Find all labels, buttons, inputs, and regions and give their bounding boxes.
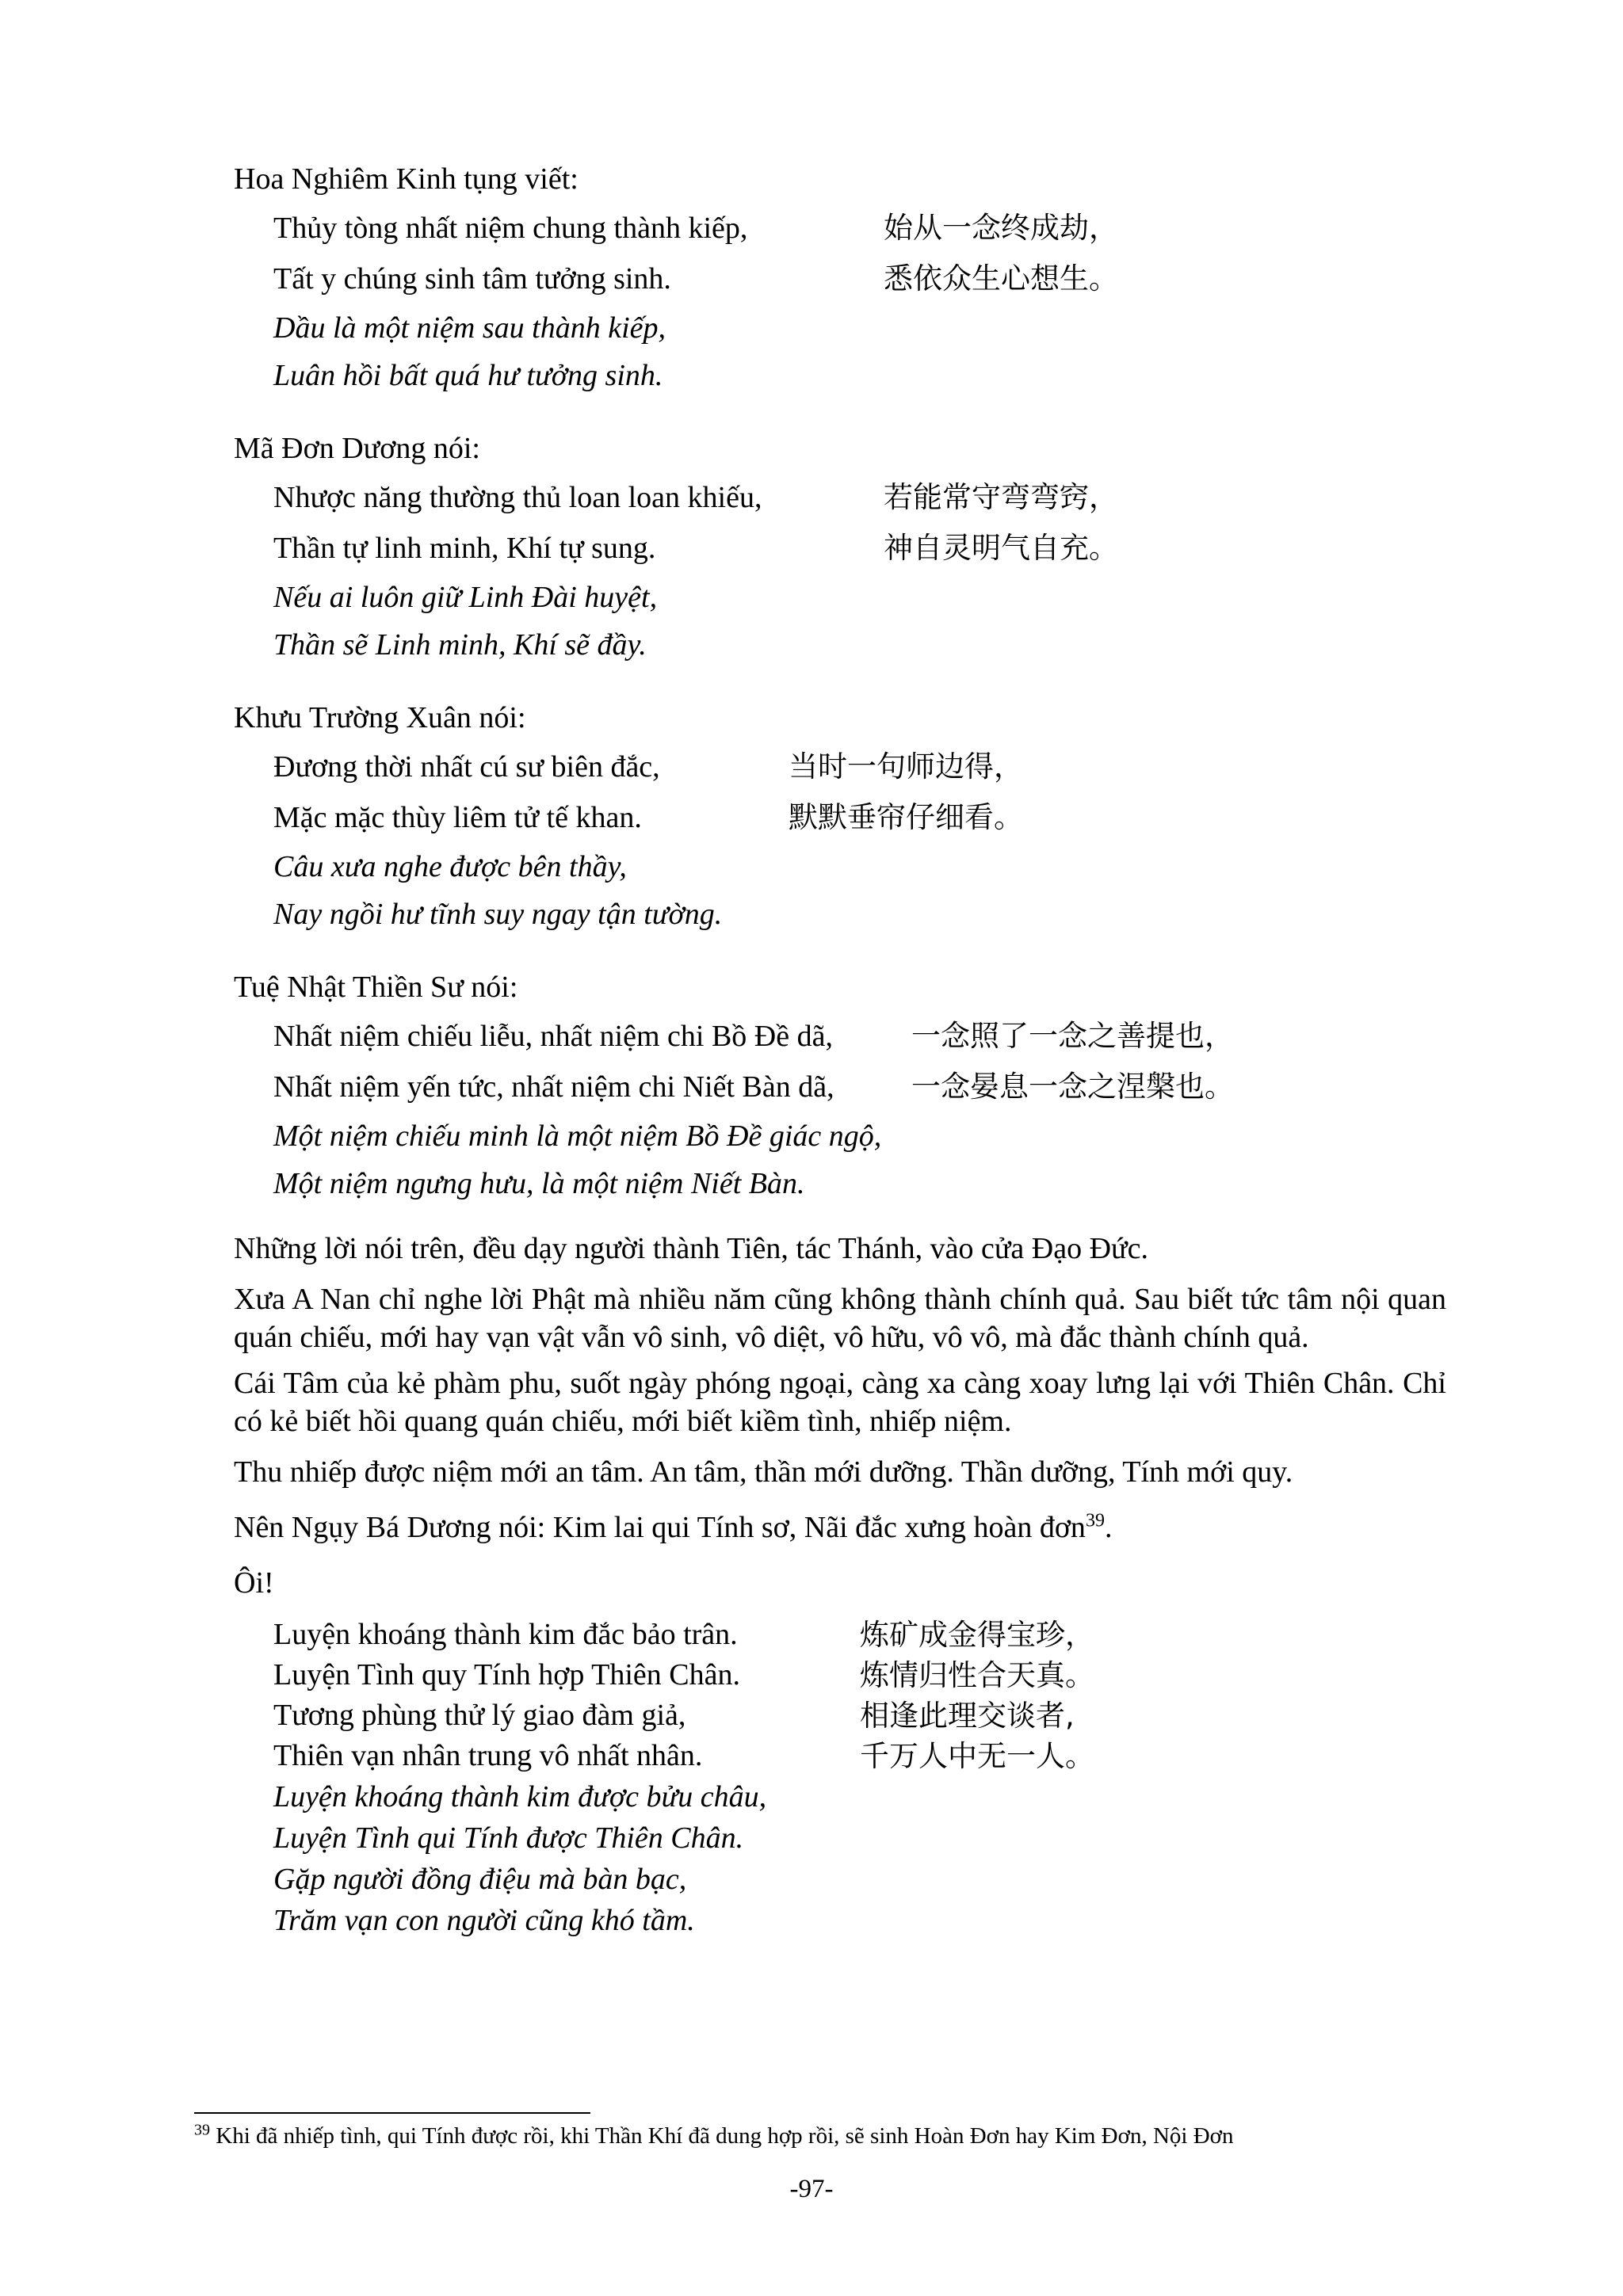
paragraph: Những lời nói trên, đều dạy người thành Tiên, tác Thánh, vào cửa Đạo Đức. — [234, 1232, 1148, 1265]
verse-vietnamese: Tất y chúng sinh tâm tưởng sinh. — [273, 262, 671, 296]
verse-vietnamese: Nhược năng thường thủ loan loan khiếu, — [273, 481, 762, 514]
verse-vietnamese: Đương thời nhất cú sư biên đắc, — [273, 750, 660, 784]
verse-chinese: 一念晏息一念之涅槃也。 — [911, 1070, 1234, 1104]
quote-attribution: Mã Đơn Dương nói: — [234, 432, 480, 465]
verse-line — [234, 523, 1446, 574]
verse-line — [234, 472, 1446, 523]
verse-line — [234, 1695, 1446, 1736]
verse-line — [234, 792, 1446, 843]
footnote-number: 39 — [194, 2121, 210, 2139]
verse-chinese: 始从一念终成劫， — [884, 211, 1118, 245]
poem-block — [234, 1615, 1446, 1941]
verse-chinese: 当时一句师边得， — [789, 749, 1023, 784]
verse-vietnamese: Thủy tòng nhất niệm chung thành kiếp, — [273, 212, 748, 245]
paragraph-text: Nên Ngụy Bá Dương nói: Kim lai qui Tính sơ, Nãi đắc xưng hoàn đơn — [234, 1511, 1086, 1544]
verse-line — [234, 1011, 1446, 1062]
verse-chinese: 一念照了一念之善提也， — [911, 1019, 1234, 1053]
verse-vietnamese: Nhất niệm yến tức, nhất niệm chi Niết Bàn dã, — [273, 1070, 834, 1104]
verse-chinese: 炼矿成金得宝珍， — [860, 1618, 1094, 1652]
verse-vietnamese: Thiên vạn nhân trung vô nhất nhân. — [273, 1739, 703, 1772]
verse-chinese: 炼情归性合天真。 — [860, 1658, 1094, 1692]
verse-translation: Luyện khoáng thành kim được bửu châu, — [273, 1780, 767, 1814]
verse-translation: Gặp người đồng điệu mà bàn bạc, — [273, 1863, 687, 1896]
verse-translation: Luyện Tình qui Tính được Thiên Chân. — [273, 1821, 744, 1855]
verse-chinese: 若能常守弯弯窍， — [884, 480, 1118, 514]
paragraph — [234, 1504, 1446, 1551]
verse-translation: Một niệm chiếu minh là một niệm Bồ Đề giác ngộ, — [273, 1119, 882, 1153]
paragraph: Ôi! — [234, 1566, 274, 1600]
quote-block-khuu-truong-xuan — [234, 694, 1446, 938]
paragraph: Cái Tâm của kẻ phàm phu, suốt ngày phóng ngoại, càng xa càng xoay lưng lại với Thiên Chân. Chỉ có kẻ biết hồi quang quán chiếu, mới biết kiềm tình, nhiếp niệm. — [234, 1367, 1446, 1438]
verse-chinese: 默默垂帘仔细看。 — [789, 800, 1023, 834]
verse-vietnamese: Nhất niệm chiếu liễu, nhất niệm chi Bồ Đề dã, — [273, 1020, 833, 1053]
verse-vietnamese: Luyện khoáng thành kim đắc bảo trân. — [273, 1618, 738, 1651]
verse-chinese: 相逢此理交谈者, — [860, 1699, 1075, 1733]
footnote-divider — [194, 2112, 590, 2114]
quote-block-hoa-nghiem — [234, 155, 1446, 399]
verse-chinese: 千万人中无一人。 — [860, 1739, 1094, 1773]
verse-line — [234, 1736, 1446, 1776]
verse-vietnamese: Mặc mặc thùy liêm tử tế khan. — [273, 801, 642, 834]
verse-translation: Thần sẽ Linh minh, Khí sẽ đầy. — [273, 628, 647, 662]
verse-vietnamese: Luyện Tình quy Tính hợp Thiên Chân. — [273, 1658, 740, 1691]
page-content — [234, 155, 1446, 1941]
verse-translation: Nay ngồi hư tĩnh suy ngay tận tường. — [273, 898, 723, 931]
verse-chinese: 悉依众生心想生。 — [884, 261, 1118, 296]
quote-attribution: Tuệ Nhật Thiền Sư nói: — [234, 971, 518, 1004]
verse-line — [234, 254, 1446, 304]
footnote — [194, 2123, 1233, 2149]
verse-line — [234, 1615, 1446, 1655]
verse-vietnamese: Tương phùng thử lý giao đàm giả, — [273, 1699, 686, 1732]
quote-block-tue-nhat — [234, 963, 1446, 1207]
page-number: -97- — [789, 2175, 834, 2203]
paragraph: Thu nhiếp được niệm mới an tâm. An tâm, thần mới dưỡng. Thần dưỡng, Tính mới quy. — [234, 1455, 1293, 1489]
verse-translation: Luân hồi bất quá hư tưởng sinh. — [273, 359, 663, 392]
verse-translation: Trăm vạn con người cũng khó tầm. — [273, 1904, 695, 1937]
verse-chinese: 神自灵明气自充。 — [884, 531, 1118, 565]
verse-vietnamese: Thần tự linh minh, Khí tự sung. — [273, 532, 656, 565]
footnote-ref: 39 — [1085, 1510, 1105, 1531]
quote-attribution: Khưu Trường Xuân nói: — [234, 701, 526, 734]
verse-translation: Một niệm ngưng hưu, là một niệm Niết Bàn. — [273, 1167, 805, 1200]
verse-line — [234, 203, 1446, 254]
paragraph: Xưa A Nan chỉ nghe lời Phật mà nhiều năm cũng không thành chính quả. Sau biết tức tâm nội quan quán chiếu, mới hay vạn vật vẫn vô sinh, vô diệt, vô hữu, vô vô, mà đắc thành chính quả. — [234, 1283, 1446, 1354]
footnote-text: Khi đã nhiếp tình, qui Tính được rồi, khi Thần Khí đã dung hợp rồi, sẽ sinh Hoàn Đơn hay Kim Đơn, Nội Đơn — [210, 2123, 1234, 2149]
verse-translation: Câu xưa nghe được bên thầy, — [273, 850, 627, 883]
quote-attribution: Hoa Nghiêm Kinh tụng viết: — [234, 162, 579, 196]
verse-line — [234, 1655, 1446, 1695]
verse-line — [234, 742, 1446, 792]
verse-translation: Dầu là một niệm sau thành kiếp, — [273, 311, 666, 345]
quote-block-ma-don-duong — [234, 425, 1446, 669]
verse-line — [234, 1062, 1446, 1112]
verse-translation: Nếu ai luôn giữ Linh Đài huyệt, — [273, 581, 658, 614]
paragraph-end: . — [1104, 1511, 1113, 1544]
